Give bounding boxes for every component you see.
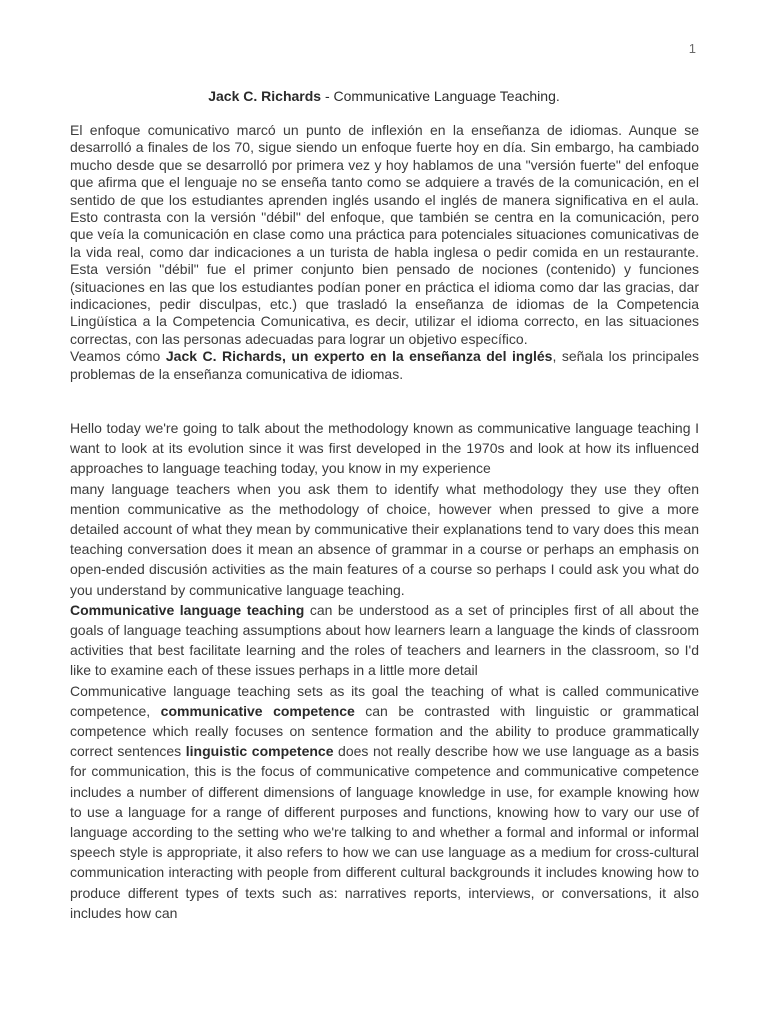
spanish-p2-after: , señala los principales problemas de la enseñanza comunicativa de idiomas. bbox=[70, 348, 699, 382]
english-paragraph-1: Hello today we're going to talk about the methodology known as communicative language teaching I want to look at its evolution since it was first developed in the 1970s and look at how its influenced approaches to language teaching today, you know in my experience bbox=[70, 420, 699, 477]
spanish-paragraph-2 bbox=[70, 348, 699, 383]
title-rest: - Communicative Language Teaching. bbox=[321, 88, 560, 104]
english-paragraph-2: many language teachers when you ask them to identify what methodology they use they often mention communicative as the methodology of choice, however when pressed to give a more detailed account of what they mean by communicative their explanations tend to vary does this mean teaching conversation does it mean an absence of grammar in a course or perhaps an emphasis on open-ended discusión activities as the main features of a course so perhaps I could ask you what do you understand by communicative language teaching. bbox=[70, 480, 699, 598]
english-p4-bold2: linguistic competence bbox=[185, 743, 334, 760]
english-transcript bbox=[70, 418, 699, 923]
title-author: Jack C. Richards bbox=[208, 88, 322, 104]
english-paragraph-4 bbox=[70, 681, 699, 923]
page-number: 1 bbox=[688, 41, 696, 56]
english-paragraph-3 bbox=[70, 600, 699, 681]
document-title bbox=[0, 88, 768, 104]
spanish-p2-before: Veamos cómo bbox=[70, 348, 166, 365]
english-p4-b: can be contrasted with linguistic or grammatical competence which really focuses on sentence formation and the ability to produce grammatically correct sentences bbox=[70, 702, 699, 760]
spanish-intro bbox=[70, 122, 699, 383]
english-p4-a: Communicative language teaching sets as its goal the teaching of what is called communicative competence, bbox=[70, 682, 699, 719]
english-p4-c: does not really describe how we use language as a basis for communication, this is the focus of communicative competence and communicative competence includes a number of different dimensions of language knowledge in use, for example knowing how to use a language for a range of different purposes and functions, knowing how to vary our use of language according to the setting who we're talking to and whether a formal and informal or informal speech style is appropriate, it also refers to how we can use language as a medium for cross-cultural communication interacting with people from different cultural backgrounds it includes knowing how to produce different types of texts such as: narratives reports, interviews, or conversations, it also includes how can bbox=[70, 743, 699, 921]
spanish-paragraph-1: El enfoque comunicativo marcó un punto de inflexión en la enseñanza de idiomas. Aunque se desarrolló a finales de los 70, sigue siendo un enfoque fuerte hoy en día. Sin embargo, ha cambiado mucho desde que se desarrolló por primera vez y hoy hablamos de una "versión fuerte" del enfoque que afirma que el lenguaje no se enseña tanto como se adquiere a través de la comunicación, en el sentido de que los estudiantes aprenden inglés usando el inglés de manera significativa en el aula. Esto contrasta con la versión "débil" del enfoque, que también se centra en la comunicación, pero que veía la comunicación en clase como una práctica para potenciales situaciones comunicativas de la vida real, como dar indicaciones a un turista de habla inglesa o pedir comida en un restaurante. Esta versión "débil" fue el primer conjunto bien pensado de nociones (contenido) y funciones (situaciones en las que los estudiantes podían poner en práctica el idioma como dar las gracias, dar indicaciones, pedir disculpas, etc.) que trasladó la enseñanza de idiomas de la Competencia Lingüística a la Competencia Comunicativa, es decir, utilizar el idioma correcto, en las situaciones correctas, con las personas adecuadas para lograr un objetivo específico. bbox=[70, 122, 699, 347]
english-p4-bold1: communicative competence bbox=[160, 702, 355, 719]
english-p3-after: can be understood as a set of principles first of all about the goals of language teaching assumptions about how learners learn a language the kinds of classroom activities that best facilitate learning and the roles of teachers and learners in the classroom, so I'd like to examine each of these issues perhaps in a little more detail bbox=[70, 601, 699, 679]
spanish-p2-bold: Jack C. Richards, un experto en la enseñanza del inglés bbox=[165, 348, 553, 365]
english-p3-bold: Communicative language teaching bbox=[70, 601, 305, 618]
